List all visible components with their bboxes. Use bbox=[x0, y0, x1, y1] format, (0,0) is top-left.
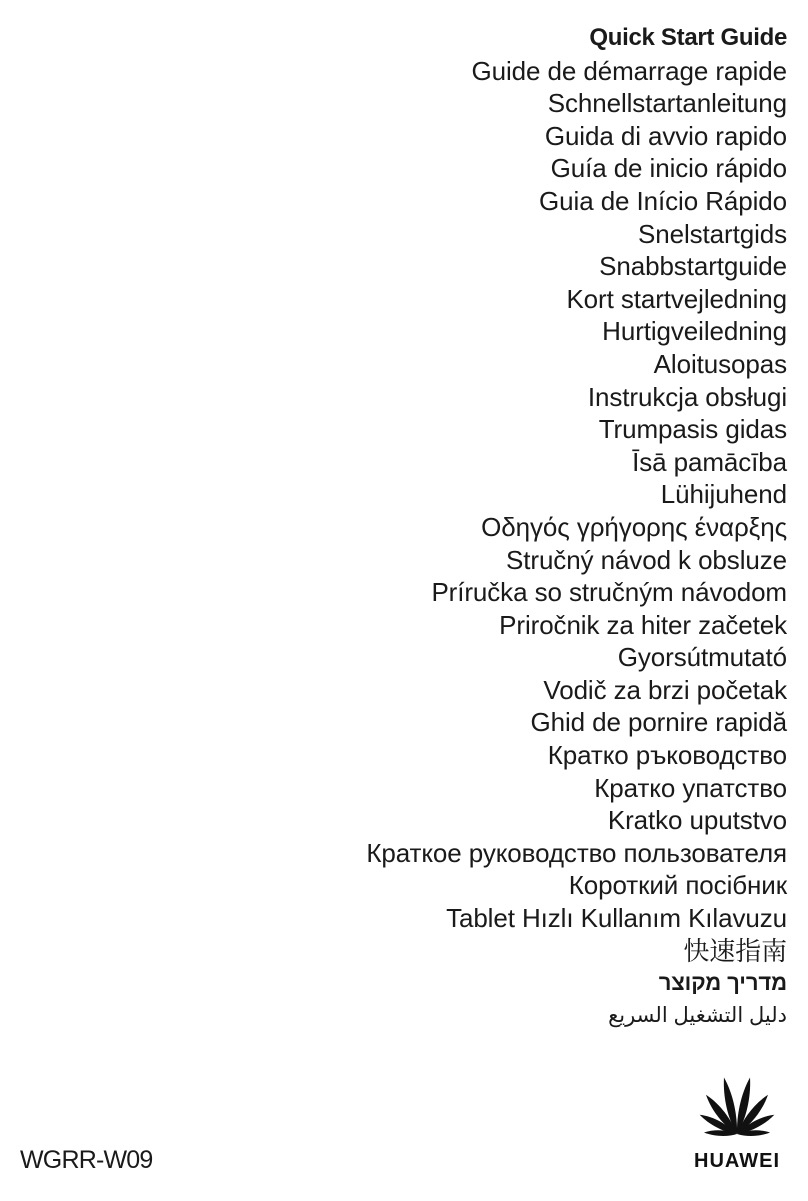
guide-title-list bbox=[27, 22, 787, 1032]
title-croatian: Vodič za brzi početak bbox=[543, 674, 787, 705]
brand-block bbox=[685, 1066, 789, 1173]
title-slovenian: Priročnik za hiter začetek bbox=[499, 609, 787, 640]
title-ukrainian: Короткий посібник bbox=[568, 870, 787, 901]
huawei-logo-icon bbox=[687, 1066, 787, 1144]
title-greek: Οδηγός γρήγορης έναρξης bbox=[481, 511, 787, 542]
title-finnish: Aloitusopas bbox=[653, 348, 787, 379]
brand-name: HUAWEI bbox=[694, 1150, 780, 1172]
title-chinese: 快速指南 bbox=[683, 935, 787, 966]
title-romanian: Ghid de pornire rapidă bbox=[530, 707, 787, 738]
title-norwegian: Hurtigveiledning bbox=[602, 316, 787, 347]
title-macedonian: Кратко упатство bbox=[594, 772, 787, 803]
title-latvian: Īsā pamācība bbox=[632, 446, 787, 477]
title-english: Quick Start Guide bbox=[589, 24, 787, 51]
title-hungarian: Gyorsútmutató bbox=[617, 642, 787, 673]
title-swedish: Snabbstartguide bbox=[599, 251, 787, 282]
model-number: WGRR-W09 bbox=[20, 1146, 153, 1174]
title-lithuanian: Trumpasis gidas bbox=[598, 414, 787, 445]
title-german: Schnellstartanleitung bbox=[547, 88, 787, 119]
title-slovak: Príručka so stručným návodom bbox=[431, 577, 787, 608]
title-turkish: Tablet Hızlı Kullanım Kılavuzu bbox=[446, 903, 787, 934]
title-estonian: Lühijuhend bbox=[660, 479, 787, 510]
title-portuguese: Guia de Início Rápido bbox=[539, 185, 787, 216]
title-danish: Kort startvejledning bbox=[566, 283, 787, 314]
title-arabic: دليل التشغيل السريع bbox=[608, 1003, 787, 1027]
title-polish: Instrukcja obsługi bbox=[587, 381, 787, 412]
title-bulgarian: Кратко ръководство bbox=[547, 740, 787, 771]
title-russian: Краткое руководство пользователя bbox=[366, 837, 787, 868]
title-french: Guide de démarrage rapide bbox=[471, 55, 787, 86]
title-spanish: Guía de inicio rápido bbox=[550, 153, 787, 184]
title-czech: Stručný návod k obsluze bbox=[506, 544, 787, 575]
title-dutch: Snelstartgids bbox=[638, 218, 787, 249]
title-italian: Guida di avvio rapido bbox=[544, 120, 787, 151]
title-hebrew: מדריך מקוצר bbox=[658, 970, 787, 996]
title-serbian: Kratko uputstvo bbox=[607, 805, 787, 836]
